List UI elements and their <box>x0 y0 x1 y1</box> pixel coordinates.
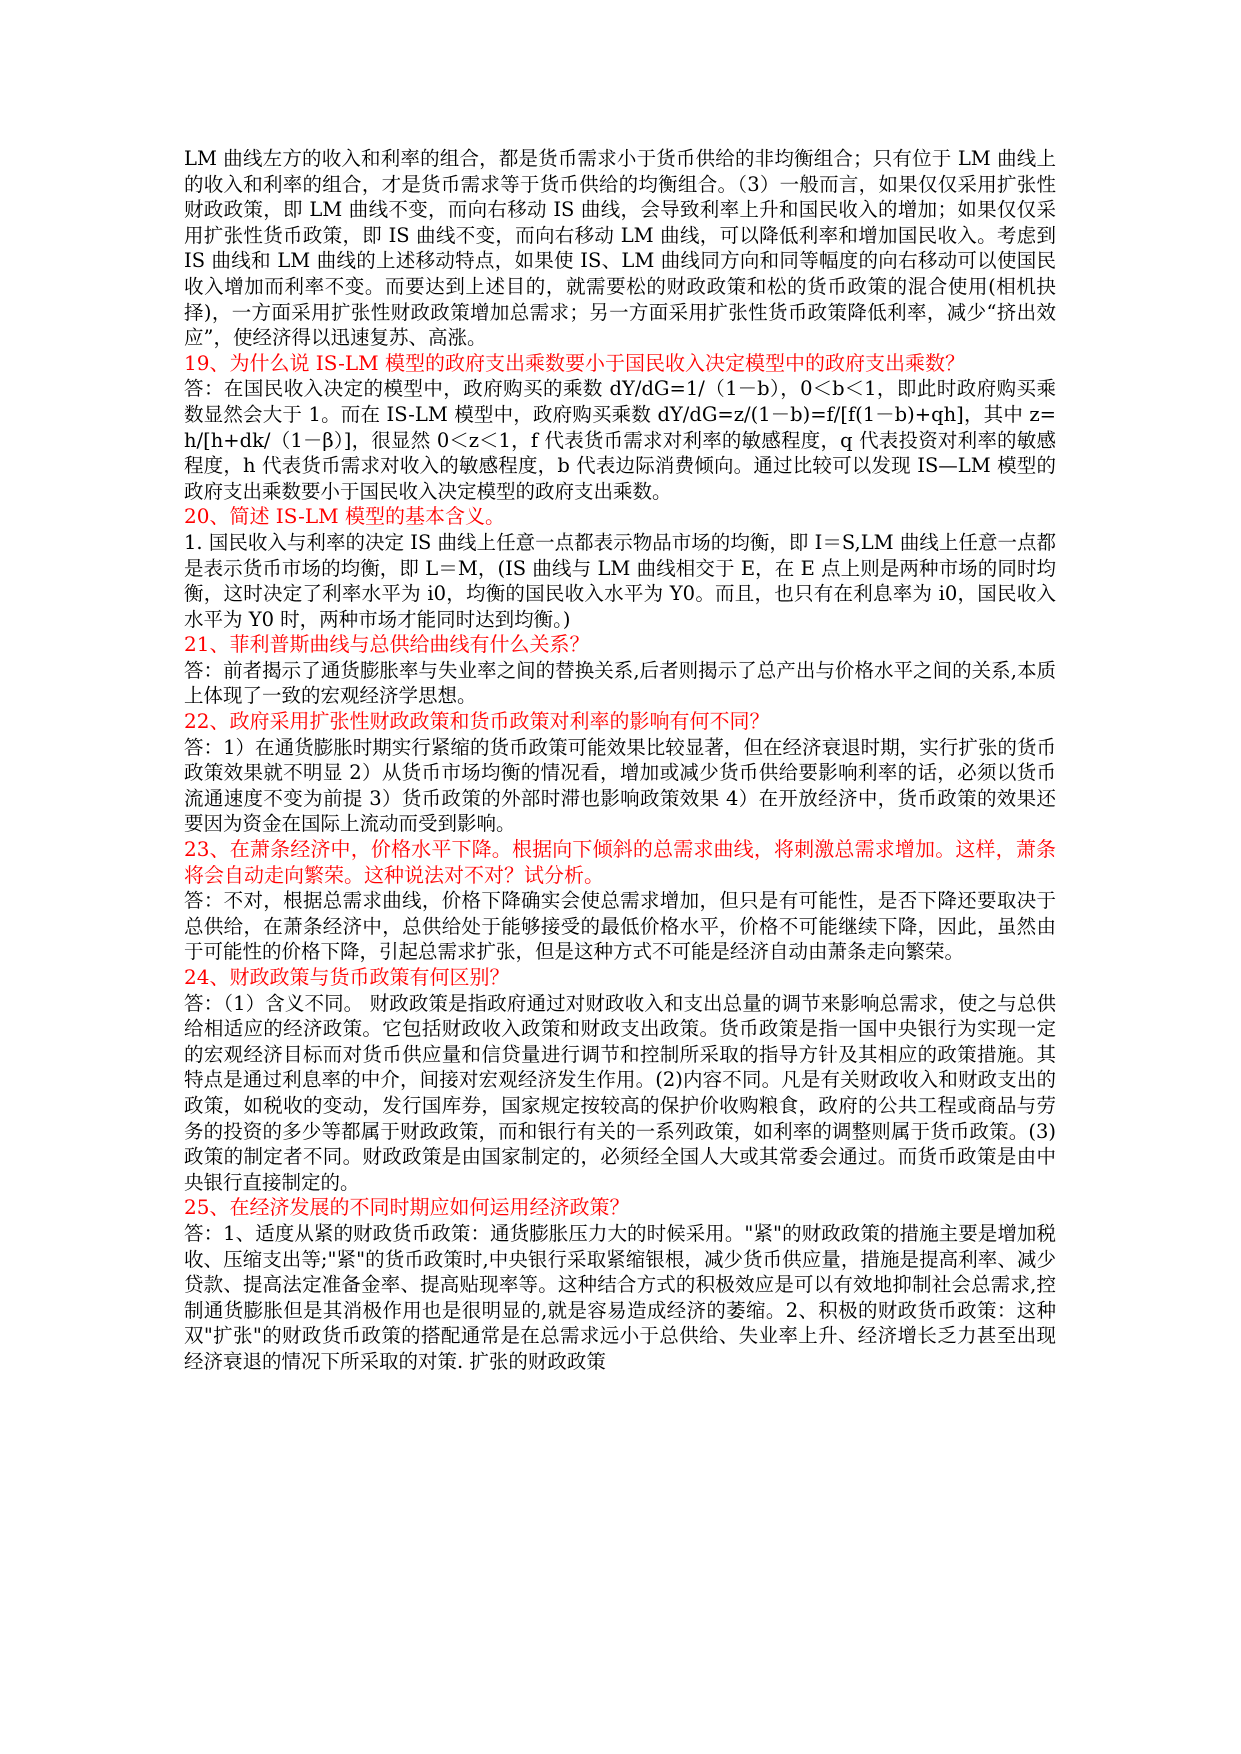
answer-22: 答：1）在通货膨胀时期实行紧缩的货币政策可能效果比较显著，但在经济衰退时期，实行扩张的货币政策效果就不明显 2）从货币市场均衡的情况看，增加或减少货币供给要影响利率的话，必须以货币流通速度不变为前提 3）货币政策的外部时滞也影响政策效果 4）在开放经济中，货币政策的效果还要因为资金在国际上流动而受到影响。 <box>184 735 1056 836</box>
answer-21: 答：前者揭示了通货膨胀率与失业率之间的替换关系,后者则揭示了总产出与价格水平之间的关系,本质上体现了一致的宏观经济学思想。 <box>184 658 1056 708</box>
question-24: 24、财政政策与货币政策有何区别？ <box>184 965 510 989</box>
question-23: 23、在萧条经济中，价格水平下降。根据向下倾斜的总需求曲线，将刺激总需求增加。这样，萧条将会自动走向繁荣。这种说法对不对？试分析。 <box>184 837 1056 887</box>
question-19: 19、为什么说 IS-LM 模型的政府支出乘数要小于国民收入决定模型中的政府支出乘数？ <box>184 350 966 375</box>
answer-23: 答：不对，根据总需求曲线，价格下降确实会使总需求增加，但只是有可能性，是否下降还要取决于总供给，在萧条经济中，总供给处于能够接受的最低价格水平，价格不可能继续下降，因此，虽然由于可能性的价格下降，引起总需求扩张，但是这种方式不可能是经济自动由萧条走向繁荣。 <box>184 889 1056 964</box>
document-page <box>184 146 1056 1375</box>
question-21: 21、菲利普斯曲线与总供给曲线有什么关系？ <box>184 632 590 657</box>
answer-24: 答：（1）含义不同。 财政政策是指政府通过对财政收入和支出总量的调节来影响总需求，使之与总供给相适应的经济政策。它包括财政收入政策和财政支出政策。货币政策是指一国中央银行为实现一定的宏观经济目标而对货币供应量和信贷量进行调节和控制所采取的指导方针及其相应的政策措施。其特点是通过利息率的中介，间接对宏观经济发生作用。(2)内容不同。凡是有关财政收入和财政支出的政策，如税收的变动，发行国库券，国家规定按较高的保护价收购粮食，政府的公共工程或商品与劳务的投资的多少等都属于财政政策，而和银行有关的一系列政策，如利率的调整则属于货币政策。(3)政策的制定者不同。财政政策是由国家制定的，必须经全国人大或其常委会通过。而货币政策是由中央银行直接制定的。 <box>184 991 1056 1194</box>
question-20: 20、简述 IS-LM 模型的基本含义。 <box>184 504 506 529</box>
question-25: 25、在经济发展的不同时期应如何运用经济政策？ <box>184 1195 630 1220</box>
answer-25: 答：1、适度从紧的财政货币政策：通货膨胀压力大的时候采用。"紧"的财政政策的措施主要是增加税收、压缩支出等;"紧"的货币政策时,中央银行采取紧缩银根，减少货币供应量，措施是提高利率、减少贷款、提高法定准备金率、提高贴现率等。这种结合方式的积极效应是可以有效地抑制社会总需求,控制通货膨胀但是其消极作用也是很明显的,就是容易造成经济的萎缩。2、积极的财政货币政策：这种双"扩张"的财政货币政策的搭配通常是在总需求远小于总供给、失业率上升、经济增长乏力甚至出现经济衰退的情况下所采取的对策. 扩张的财政政策 <box>184 1221 1056 1373</box>
question-22: 22、政府采用扩张性财政政策和货币政策对利率的影响有何不同？ <box>184 709 770 734</box>
answer-20: 1. 国民收入与利率的决定 IS 曲线上任意一点都表示物品市场的均衡，即 I＝S,LM 曲线上任意一点都是表示货币市场的均衡，即 L＝M，(IS 曲线与 LM 曲线相交于 E，在 E 点上则是两种市场的同时均衡，这时决定了利率水平为 i0，均衡的国民收入水平为 Y0。而且，也只有在利息率为 i0，国民收入水平为 Y0 时，两种市场才能同时达到均衡。) <box>184 530 1056 631</box>
intro-paragraph: LM 曲线左方的收入和利率的组合，都是货币需求小于货币供给的非均衡组合；只有位于 LM 曲线上的收入和利率的组合，才是货币需求等于货币供给的均衡组合。（3）一般而言，如果仅仅采用扩张性财政政策，即 LM 曲线不变，而向右移动 IS 曲线，会导致利率上升和国民收入的增加；如果仅仅采用扩张性货币政策，即 IS 曲线不变，而向右移动 LM 曲线，可以降低利率和增加国民收入。考虑到 IS 曲线和 LM 曲线的上述移动特点，如果使 IS、LM 曲线同方向和同等幅度的向右移动可以使国民收入增加而利率不变。而要达到上述目的，就需要松的财政政策和松的货币政策的混合使用(相机抉择)，一方面采用扩张性财政政策增加总需求；另一方面采用扩张性货币政策降低利率，减少“挤出效应”，使经济得以迅速复苏、高涨。 <box>184 147 1056 350</box>
answer-19: 答：在国民收入决定的模型中，政府购买的乘数 dY/dG=1/（1－b），0＜b＜1，即此时政府购买乘数显然会大于 1。而在 IS-LM 模型中，政府购买乘数 dY/dG=z/(1－b)=f/[f(1－b)+qh]，其中 z= h/[h+dk/（1－β）]，很显然 0＜z＜1，f 代表货币需求对利率的敏感程度，q 代表投资对利率的敏感程度，h 代表货币需求对收入的敏感程度，b 代表边际消费倾向。通过比较可以发现 IS—LM 模型的政府支出乘数要小于国民收入决定模型的政府支出乘数。 <box>184 377 1056 503</box>
